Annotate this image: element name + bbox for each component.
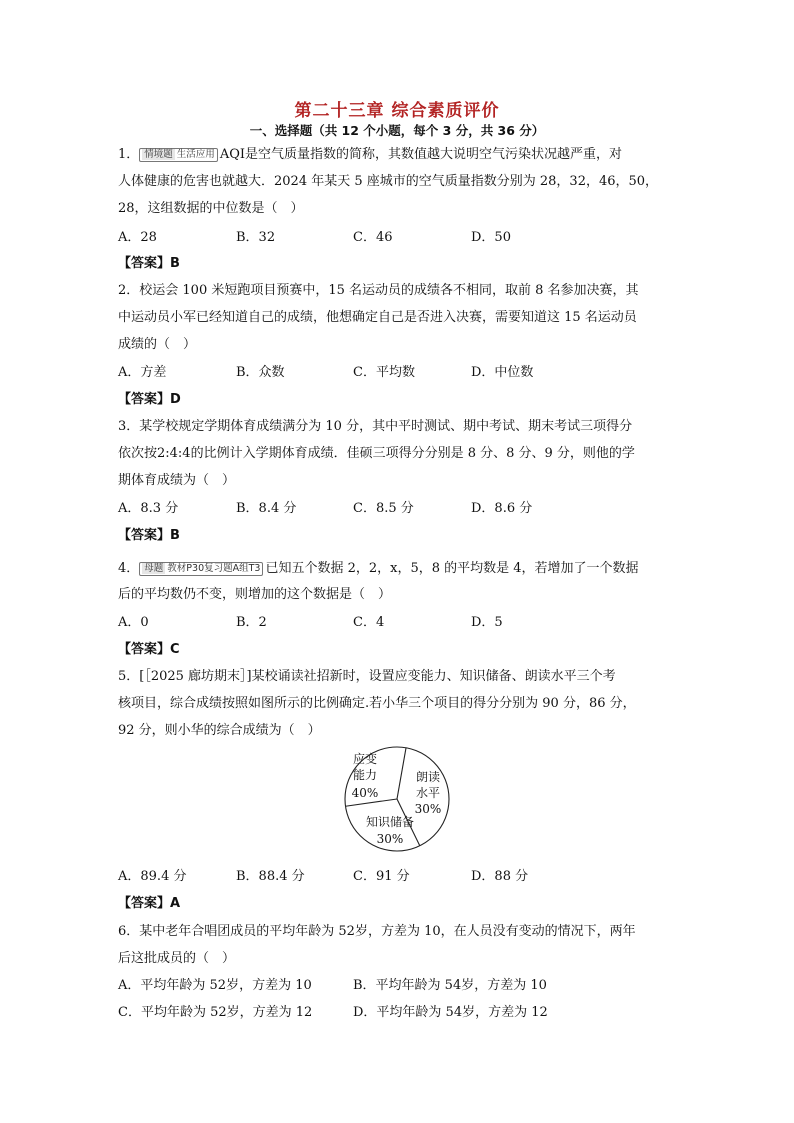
question-2-line-2: 中运动员小军已经知道自己的成绩，他想确定自己是否进入决赛，需要知道这 15 名运动员 [118, 310, 637, 325]
question-3-line-1: 3．某学校规定学期体育成绩满分为 10 分，其中平时测试、期中考试、期末考试三项得分 [118, 419, 633, 434]
question-tag: 母题 教材P30复习题A组T3 [139, 562, 263, 576]
question-4-answer: 【答案】C [118, 642, 180, 657]
question-6-line-2: 后这批成员的（ ） [118, 951, 236, 966]
pie-chart [330, 743, 464, 855]
section-heading: 一、选择题（共 12 个小题，每个 3 分，共 36 分） [249, 123, 545, 138]
question-6-option-c: C．平均年龄为 52岁，方差为 12 [118, 1005, 313, 1020]
pie-slice-label-knowledge-line-2: 30% [376, 832, 404, 846]
question-1-option-b: B．32 [236, 230, 276, 245]
question-1-option-d: D．50 [471, 230, 511, 245]
question-4-option-c: C．4 [353, 615, 385, 630]
question-3-option-a: A．8.3 分 [118, 501, 179, 516]
question-1-line-3: 28，这组数据的中位数是（ ） [118, 201, 304, 216]
question-5-option-b: B．88.4 分 [236, 869, 305, 884]
question-2-option-c: C．平均数 [353, 365, 415, 380]
question-1-answer: 【答案】B [118, 256, 180, 271]
pie-slice-label-adaptability-line-2: 能力 [352, 768, 378, 782]
question-2-option-a: A．方差 [118, 365, 167, 380]
question-4-option-a: A．0 [118, 615, 149, 630]
question-5-line-3: 92 分，则小华的综合成绩为（ ） [118, 723, 321, 738]
question-2-answer: 【答案】D [118, 392, 181, 407]
pie-slice-label-reading-line-2: 水平 [415, 786, 441, 800]
question-tag: 情境题 生活应用 [139, 148, 218, 162]
question-6-option-b: B．平均年龄为 54岁，方差为 10 [353, 978, 547, 993]
question-3-line-3: 期体育成绩为（ ） [118, 473, 236, 488]
question-6-option-a: A．平均年龄为 52岁，方差为 10 [118, 978, 312, 993]
question-4-option-d: D．5 [471, 615, 503, 630]
question-3-line-2: 依次按2:4:4的比例计入学期体育成绩．佳硕三项得分分别是 8 分、8 分、9 分，则他的学 [118, 446, 635, 461]
question-2-line-3: 成绩的（ ） [118, 337, 197, 352]
question-3-option-d: D．8.6 分 [471, 501, 533, 516]
question-5-option-d: D．88 分 [471, 869, 529, 884]
question-1-line-1: 1． 情境题 生活应用 AQI是空气质量指数的简称，其数值越大说明空气污染状况越严重，对 [118, 147, 622, 162]
pie-slice-label-adaptability-line-1: 应变 [352, 752, 378, 766]
question-5-option-a: A．89.4 分 [118, 869, 187, 884]
pie-slice-label-knowledge-line-1: 知识储备 [365, 815, 415, 829]
question-5-line-1: 5．[［2025 廊坊期末］]某校诵读社招新时，设置应变能力、知识储备、朗读水平三个考 [118, 669, 616, 684]
question-2-line-1: 2．校运会 100 米短跑项目预赛中，15 名运动员的成绩各不相同，取前 8 名参加决赛，其 [118, 283, 639, 298]
page-title: 第二十三章 综合素质评价 [294, 101, 500, 121]
question-6-line-1: 6．某中老年合唱团成员的平均年龄为 52岁，方差为 10，在人员没有变动的情况下，两年 [118, 924, 636, 939]
question-1-line-2: 人体健康的危害也就越大．2024 年某天 5 座城市的空气质量指数分别为 28，32，46，50， [118, 174, 659, 189]
pie-slice-label-reading-line-1: 朗读 [415, 770, 441, 784]
question-5-line-2: 核项目，综合成绩按照如图所示的比例确定.若小华三个项目的得分分别为 90 分，86 分， [118, 696, 636, 711]
question-4-line-1: 4． 母题 教材P30复习题A组T3 已知五个数据 2，2，x，5，8 的平均数是 4，若增加了一个数据 [118, 561, 639, 576]
pie-slice-label-reading-line-3: 30% [414, 802, 442, 816]
question-1-option-a: A．28 [118, 230, 157, 245]
question-1-option-c: C．46 [353, 230, 393, 245]
question-5-answer: 【答案】A [118, 896, 181, 911]
question-3-answer: 【答案】B [118, 528, 180, 543]
question-4-line-2: 后的平均数仍不变，则增加的这个数据是（ ） [118, 587, 392, 602]
question-3-option-b: B．8.4 分 [236, 501, 297, 516]
question-6-option-d: D．平均年龄为 54岁，方差为 12 [353, 1005, 548, 1020]
question-3-option-c: C．8.5 分 [353, 501, 414, 516]
slice-boundary-3 [346, 799, 397, 806]
slice-boundary-1 [397, 748, 406, 799]
pie-slice-label-adaptability-line-3: 40% [351, 786, 379, 800]
question-2-option-b: B．众数 [236, 365, 285, 380]
question-5-option-c: C．91 分 [353, 869, 410, 884]
question-2-option-d: D．中位数 [471, 365, 534, 380]
question-4-option-b: B．2 [236, 615, 267, 630]
